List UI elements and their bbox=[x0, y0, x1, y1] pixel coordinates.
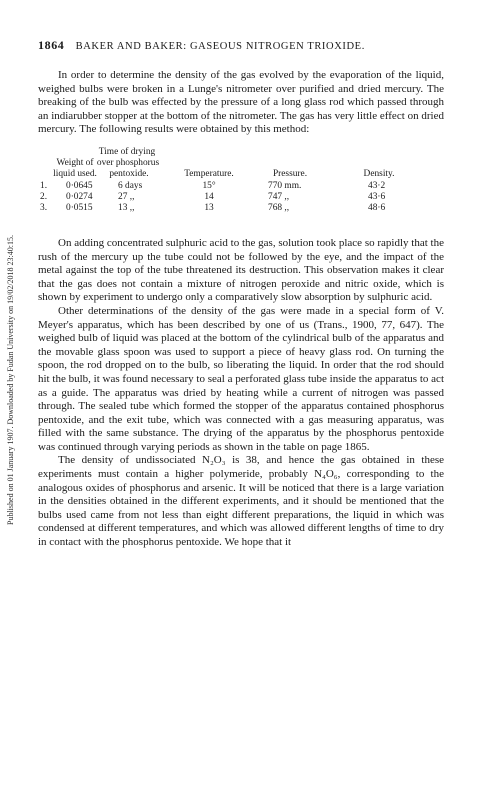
row-3-weight: 0·0515 bbox=[66, 202, 93, 213]
row-1-temperature: 15° bbox=[202, 180, 216, 191]
row-3-density: 48·6 bbox=[368, 202, 386, 213]
row-2-number: 2. bbox=[40, 191, 48, 202]
download-watermark-text: Published on 01 January 1907. Downloaded by Fudan University on 19/02/2018 23:40:15. bbox=[6, 235, 15, 525]
row-1-density: 43·2 bbox=[368, 180, 386, 191]
row-1-time: 6 days bbox=[118, 180, 143, 191]
row-3-temperature: 13 bbox=[204, 202, 214, 213]
header-weight-line2: liquid used. bbox=[53, 168, 97, 179]
running-header bbox=[38, 38, 444, 53]
results-table bbox=[38, 147, 444, 225]
download-watermark bbox=[6, 60, 15, 700]
header-pressure: Pressure. bbox=[272, 168, 308, 179]
row-3-number: 3. bbox=[40, 202, 48, 213]
page-number: 1864 bbox=[38, 38, 65, 52]
row-2-temperature: 14 bbox=[204, 191, 214, 202]
header-time-line3: pentoxide. bbox=[109, 168, 149, 179]
header-time-line1: Time of drying bbox=[98, 146, 156, 157]
row-1-pressure: 770 mm. bbox=[268, 180, 302, 191]
row-1-number: 1. bbox=[40, 180, 48, 191]
row-2-time: 27 ,, bbox=[118, 191, 135, 202]
row-2-weight: 0·0274 bbox=[66, 191, 93, 202]
header-temperature: Temperature. bbox=[184, 168, 234, 179]
paragraph-4: The density of undissociated N₂O₃ is 38, and hence the gas obtained in these experiments must contain a higher polymeride, probably N₄O₆, corresponding to the analogous oxides of phosphorus and arsenic. It will be noticed that there is a large variation in the densities obtained in the different experiments, and it should be mentioned that the bulbs used came from not less than eight different preparations, the liquid in which was condensed at different temperatures, and which was allowed different lengths of time to dry in contact with the phosphorus pentoxide. We hope that it bbox=[38, 454, 444, 549]
row-2-density: 43·6 bbox=[368, 191, 386, 202]
running-title: BAKER AND BAKER: GASEOUS NITROGEN TRIOXIDE. bbox=[75, 41, 365, 52]
paragraph-3: Other determinations of the density of the gas were made in a special form of V. Meyer's apparatus, which has been described by one of us (Trans., 1900, 77, 647). The weighed bulb of liquid was placed at the bottom of the cylindrical bulb of the apparatus and the movable glass spoon was used to support a piece of heavy glass rod. On turning the spoon, the rod dropped on to the bulb, so liberating the liquid. In order that the rod should hit the bulb, it was found necessary to seal a perforated glass tube inside the apparatus to act as a guide. The apparatus was dried by heating while a current of nitrogen was passed through. The sealed tube which formed the stopper of the apparatus contained phosphorus pentoxide, and the exit tube, which was connected with a gas measuring apparatus, was filled with the same substance. The drying of the apparatus by the phosphorus pentoxide was continued through varying periods as shown in the table on page 1865. bbox=[38, 304, 444, 453]
row-3-time: 13 ,, bbox=[118, 202, 135, 213]
row-3-pressure: 768 ,, bbox=[268, 202, 290, 213]
journal-page bbox=[38, 38, 444, 550]
row-1-weight: 0·0645 bbox=[66, 180, 93, 191]
paragraph-2: On adding concentrated sulphuric acid to the gas, solution took place so rapidly that the rush of the mercury up the tube could not be followed by the eye, and the impact of the metal against the top of the tube threatened its destruction. This observation makes it clear that the gas does not contain a mixture of nitrogen peroxide and nitric oxide, which is shown by experiment to undergo only a comparatively slow absorption by sulphuric acid. bbox=[38, 236, 444, 304]
row-2-pressure: 747 ,, bbox=[268, 191, 290, 202]
header-weight-line1: Weight of bbox=[56, 157, 94, 168]
header-density: Density. bbox=[363, 168, 395, 179]
header-time-line2: over phosphorus bbox=[96, 157, 160, 168]
paragraph-1: In order to determine the density of the gas evolved by the evaporation of the liquid, weighed bulbs were broken in a Lunge's nitrometer over purified and dried mercury. The breaking of the bulb was effected by the pressure of a long glass rod which passed through an indiarubber stopper at the bottom of the nitrometer. The gas has very little effect on dried mercury. The following results were obtained by this method: bbox=[38, 69, 444, 136]
